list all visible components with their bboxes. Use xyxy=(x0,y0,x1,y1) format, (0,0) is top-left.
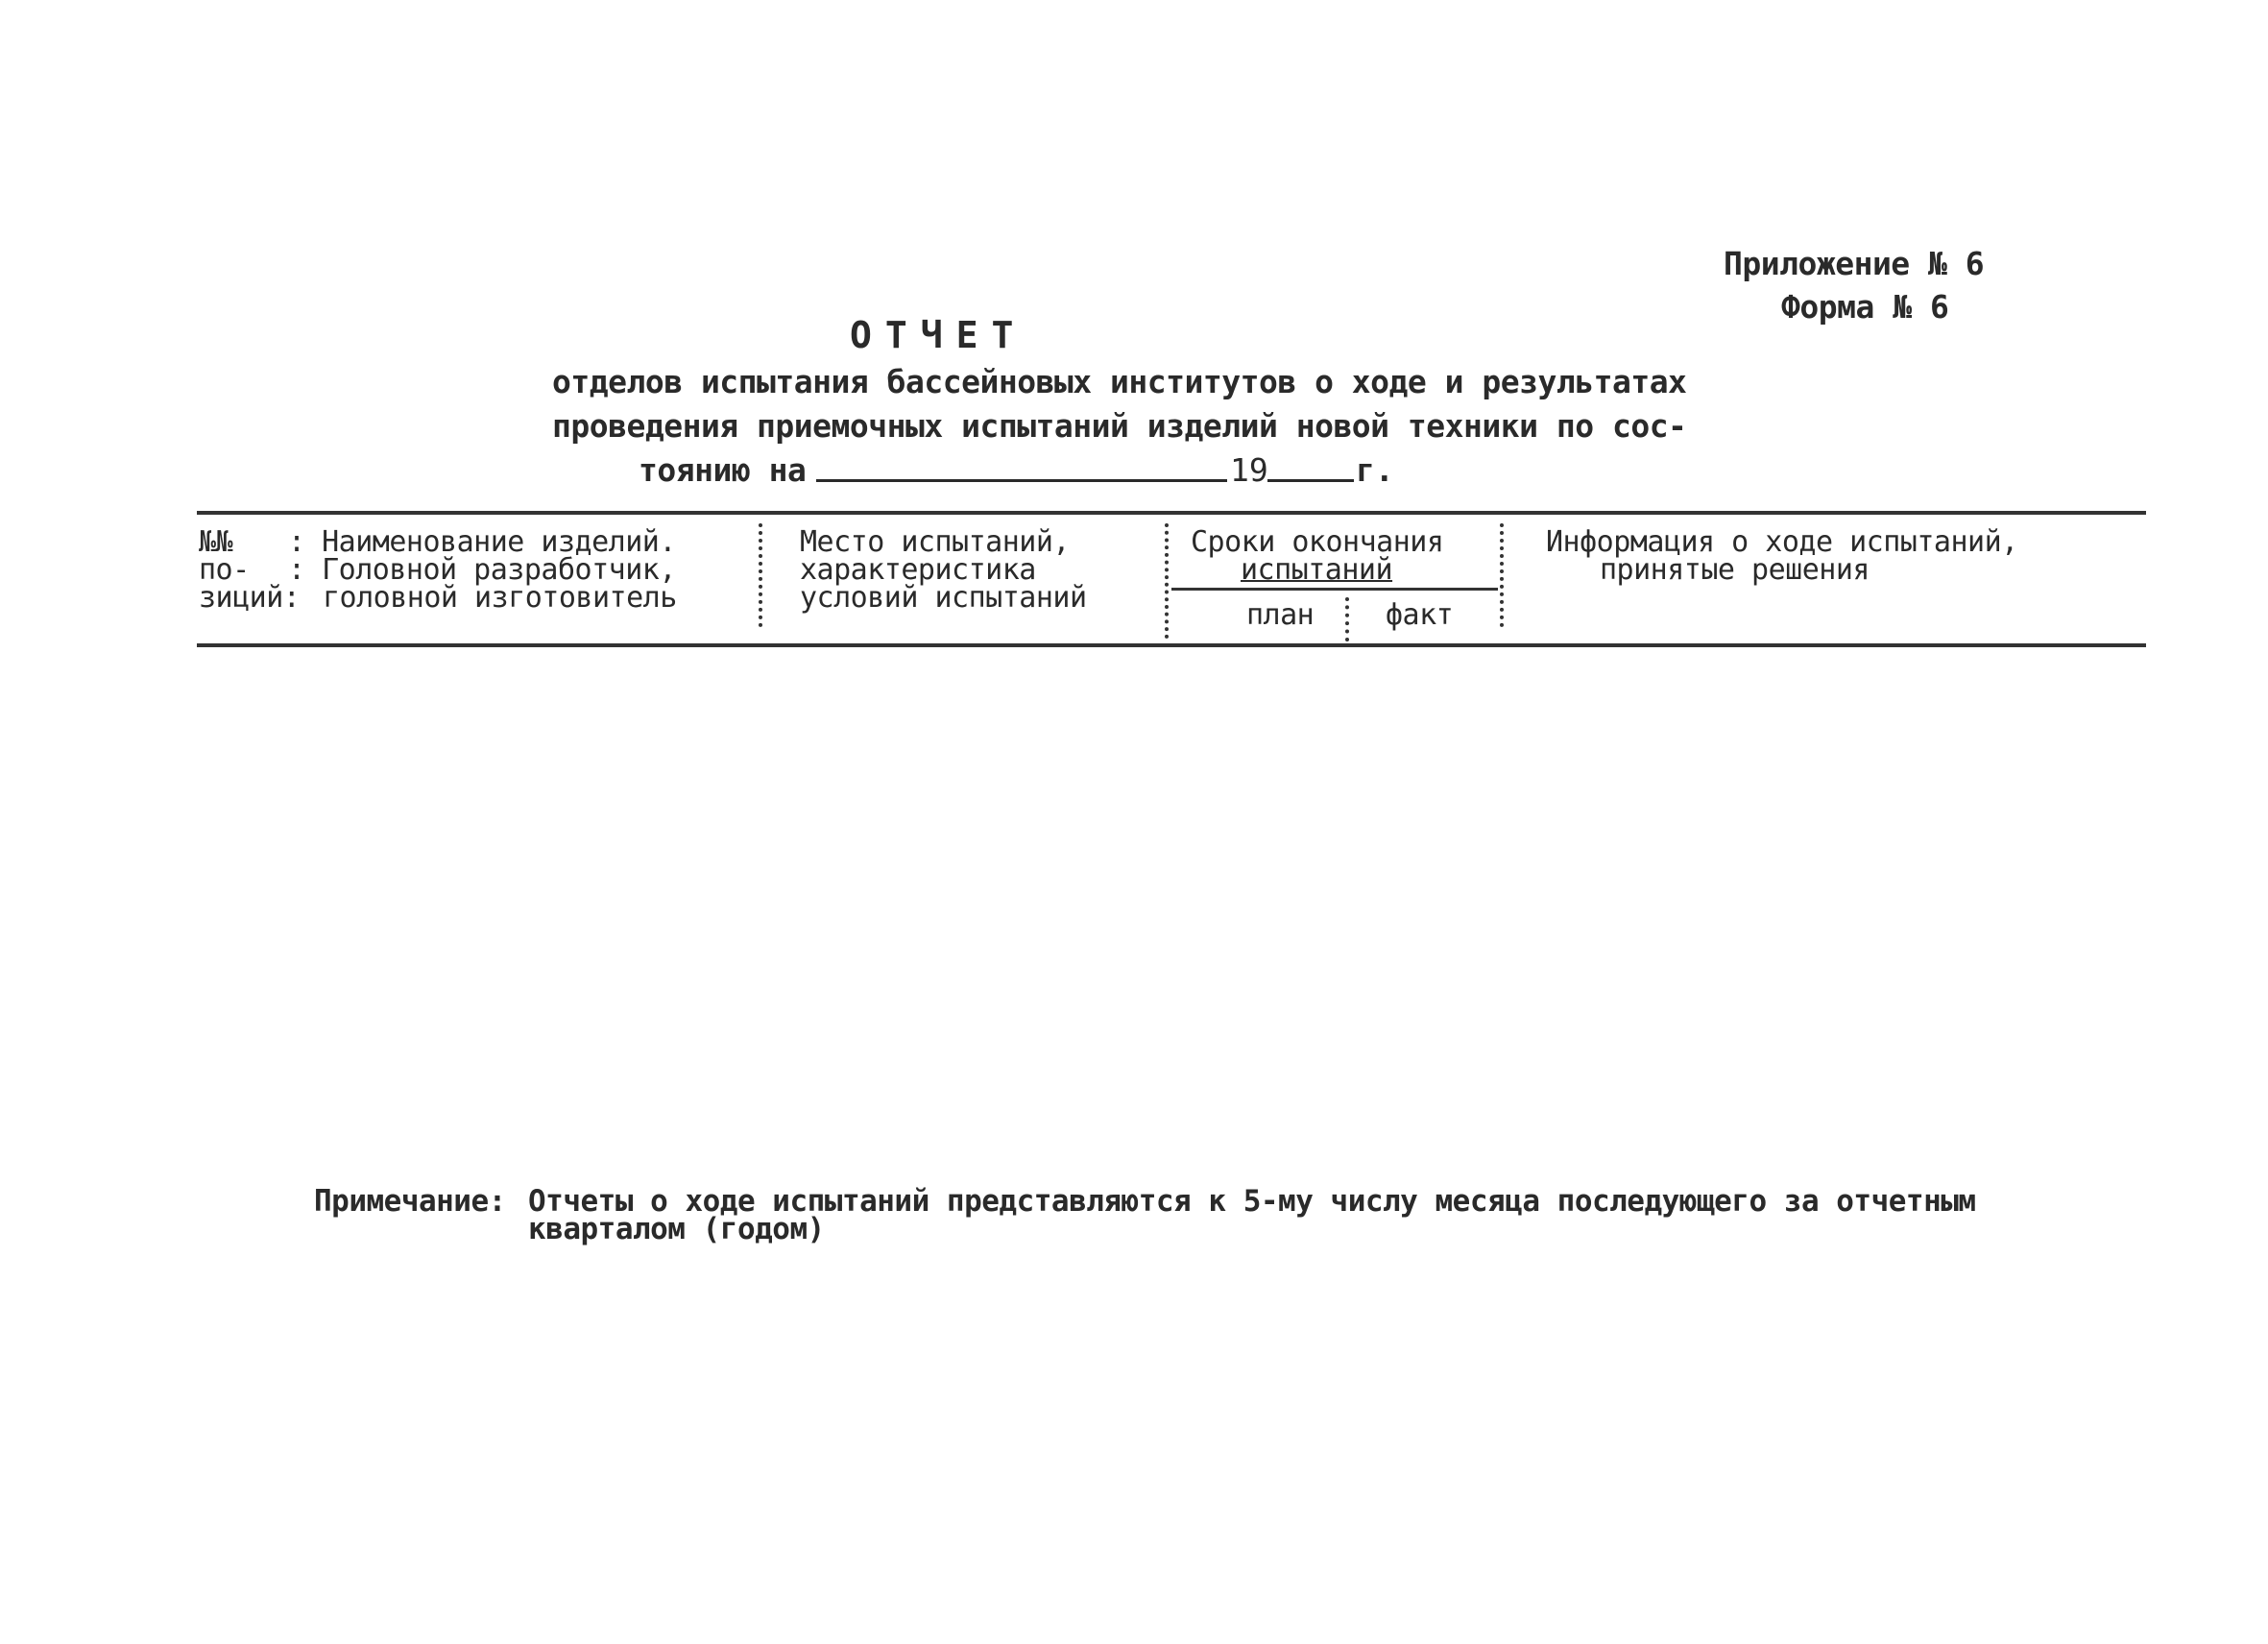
col-position-line-2: по- xyxy=(199,553,250,587)
appendix-number: Приложение № 6 xyxy=(1724,245,1985,282)
note-text-line-2: кварталом (годом) xyxy=(528,1212,825,1246)
col-info-line-1: Информация о ходе испытаний, xyxy=(1546,525,2018,559)
col-place-line-2: характеристика xyxy=(800,553,1036,587)
col-product-label xyxy=(288,525,677,615)
col-divider-2 xyxy=(1165,523,1169,639)
col-position-line-1: №№ xyxy=(199,525,233,559)
note-label: Примечание: xyxy=(314,1184,506,1219)
year-prefix: 19 xyxy=(1230,451,1268,489)
table-bottom-rule xyxy=(197,643,2146,647)
col-divider-1 xyxy=(759,523,762,627)
col-place-label xyxy=(800,525,1087,615)
col-deadline-sub-rule xyxy=(1171,588,1498,591)
col-position-label xyxy=(199,525,301,615)
col-product-line-3: головной изготовитель xyxy=(323,581,677,615)
table-top-rule xyxy=(197,511,2146,515)
form-number: Форма № 6 xyxy=(1781,288,1949,326)
report-subtitle-line-1: отделов испытания бассейновых институтов о ходе и результатах xyxy=(552,363,1687,400)
col-info-label xyxy=(1546,525,2018,587)
col-product-line-2: : Головной разработчик, xyxy=(288,553,676,587)
note-text-line-1: Отчеты о ходе испытаний представляются к 5-му числу месяца последующего за отчетным xyxy=(528,1184,1976,1219)
col-divider-plan-fact xyxy=(1345,597,1349,641)
col-fact-label: факт xyxy=(1386,598,1454,632)
report-title: ОТЧЕТ xyxy=(850,314,1027,356)
col-info-line-2: принятые решения xyxy=(1600,553,1870,587)
report-subtitle-line-2: проведения приемочных испытаний изделий новой техники по сос- xyxy=(552,407,1687,445)
col-place-line-3: условий испытаний xyxy=(800,581,1087,615)
col-divider-3 xyxy=(1500,523,1504,627)
year-suffix: г. xyxy=(1356,451,1394,489)
date-blank-field[interactable] xyxy=(816,479,1227,482)
col-deadline-line-2: испытаний xyxy=(1241,553,1393,587)
report-subtitle-line-3: тоянию на xyxy=(639,451,807,489)
col-position-line-3: зиций: xyxy=(199,581,301,615)
col-deadline-label xyxy=(1191,525,1444,587)
year-blank-field[interactable] xyxy=(1267,479,1354,482)
col-deadline-line-1: Сроки окончания xyxy=(1191,525,1444,559)
col-product-line-1: : Наименование изделий. xyxy=(288,525,676,559)
col-place-line-1: Место испытаний, xyxy=(800,525,1070,559)
col-plan-label: план xyxy=(1246,598,1315,632)
